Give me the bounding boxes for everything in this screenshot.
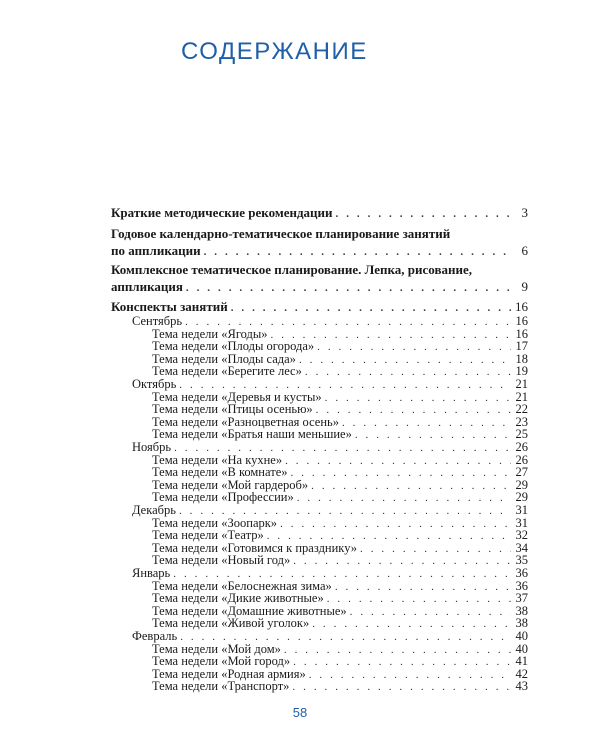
topic-text: Тема недели «Разноцветная осень» <box>152 414 339 429</box>
toc-page-number: 18 <box>515 351 528 366</box>
toc-page-number: 23 <box>515 414 528 429</box>
topic-text: Тема недели «Новый год» <box>152 553 291 568</box>
toc-page-number: 26 <box>515 440 528 454</box>
toc-entry-text: Конспекты занятий <box>111 299 228 314</box>
toc-entry-text: Краткие методические рекомендации <box>111 205 333 220</box>
topic-text: Тема недели «Дикие животные» <box>152 591 324 606</box>
topic-text: Тема недели «На кухне» <box>152 452 283 467</box>
topic-text: Тема недели «Деревья и кусты» <box>152 389 322 404</box>
month-name: Октябрь <box>132 377 177 391</box>
topic-text: Тема недели «Профессии» <box>152 490 294 505</box>
topic-text: Тема недели «Родная армия» <box>152 666 306 681</box>
toc-page-number: 32 <box>515 528 528 543</box>
toc-page-number: 35 <box>515 553 528 568</box>
topic-text: Тема недели «Зоопарк» <box>152 515 278 530</box>
toc-entry-text-line1: Годовое календарно-тематическое планирование занятий <box>111 226 451 241</box>
toc-entry-text: по аппликации <box>111 243 201 258</box>
topic-text: Тема недели «Берегите лес» <box>152 364 302 379</box>
leader-dots <box>231 301 511 315</box>
toc-page-number: 36 <box>515 578 528 593</box>
toc-page-number: 29 <box>515 490 528 505</box>
toc-topic[interactable] <box>111 679 528 694</box>
toc-page-number: 6 <box>521 243 528 258</box>
toc-page-number: 21 <box>515 377 528 391</box>
toc-page-number: 22 <box>515 402 528 417</box>
leader-dots <box>204 245 511 259</box>
topic-text: Тема недели «В комнате» <box>152 465 288 480</box>
leader-dots <box>336 207 511 221</box>
toc-page-number: 36 <box>515 566 528 580</box>
toc-page-number: 34 <box>515 540 528 555</box>
toc-page-number: 42 <box>515 666 528 681</box>
toc-page-number: 38 <box>515 603 528 618</box>
toc-page-number: 26 <box>515 452 528 467</box>
toc-page-number: 16 <box>515 326 528 341</box>
toc-page-number: 31 <box>515 515 528 530</box>
toc-page-number: 16 <box>515 314 528 328</box>
topic-text: Тема недели «Театр» <box>152 528 264 543</box>
topic-text: Тема недели «Мой гардероб» <box>152 477 309 492</box>
month-name: Сентябрь <box>132 314 183 328</box>
toc-page-number: 41 <box>515 654 528 669</box>
leader-dots <box>292 680 511 694</box>
toc-page-number: 16 <box>515 299 528 314</box>
toc-entry-complex-plan[interactable] <box>111 263 528 295</box>
topic-text: Тема недели «Птицы осенью» <box>152 402 313 417</box>
toc-page-number: 9 <box>521 279 528 294</box>
topic-text: Тема недели «Мой дом» <box>152 641 281 656</box>
toc-page-number: 38 <box>515 616 528 631</box>
toc-page-number: 27 <box>515 465 528 480</box>
toc-entry-lesson-notes[interactable] <box>111 300 528 315</box>
toc-page-number: 19 <box>515 364 528 379</box>
topic-text: Тема недели «Домашние животные» <box>152 603 347 618</box>
toc-page-number: 17 <box>515 339 528 354</box>
topic-text: Тема недели «Транспорт» <box>152 679 290 694</box>
toc-page-number: 31 <box>515 503 528 517</box>
toc-page-number: 25 <box>515 427 528 442</box>
topic-text: Тема недели «Плоды сада» <box>152 351 296 366</box>
topic-text: Тема недели «Плоды огорода» <box>152 339 315 354</box>
toc-entry-text: аппликация <box>111 279 183 294</box>
topic-text: Тема недели «Братья наши меньшие» <box>152 427 352 442</box>
topic-text: Тема недели «Живой уголок» <box>152 616 310 631</box>
toc-page-number: 43 <box>515 679 528 694</box>
month-name: Январь <box>132 566 171 580</box>
toc-entry-text-line1: Комплексное тематическое планирование. Лепка, рисование, <box>111 262 472 277</box>
page-title: СОДЕРЖАНИЕ <box>181 38 368 65</box>
toc-page-number: 37 <box>515 591 528 606</box>
toc-entry-annual-plan[interactable] <box>111 227 528 259</box>
toc-page-number: 29 <box>515 477 528 492</box>
page-number: 58 <box>292 705 308 720</box>
toc-page-number: 21 <box>515 389 528 404</box>
month-name: Ноябрь <box>132 440 172 454</box>
month-name: Февраль <box>132 629 178 643</box>
toc-entry-recommendations[interactable] <box>111 206 528 221</box>
toc-page-number: 40 <box>515 641 528 656</box>
topic-text: Тема недели «Белоснежная зима» <box>152 578 332 593</box>
leader-dots <box>186 281 511 295</box>
topic-text: Тема недели «Мой город» <box>152 654 291 669</box>
month-name: Декабрь <box>132 503 176 517</box>
toc-page-number: 3 <box>521 205 528 220</box>
topic-text: Тема недели «Готовимся к празднику» <box>152 540 358 555</box>
toc-page-number: 40 <box>515 629 528 643</box>
topic-text: Тема недели «Ягоды» <box>152 326 268 341</box>
